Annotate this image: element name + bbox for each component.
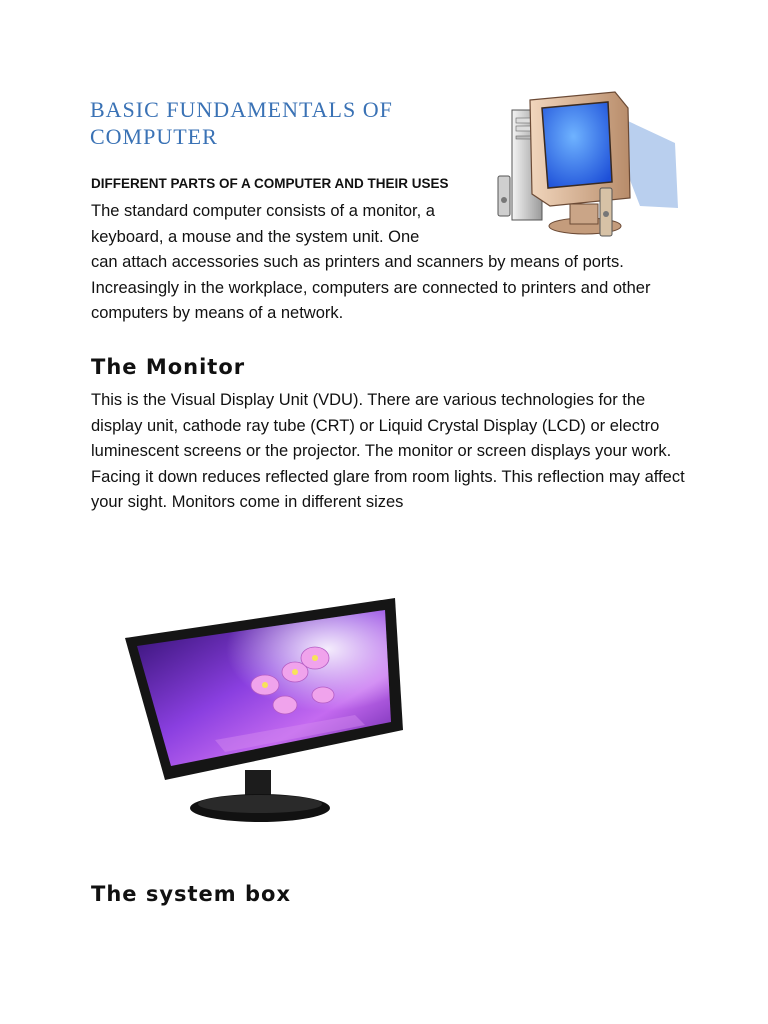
intro-paragraph-part1: The standard computer consists of a monitor, a keyboard, a mouse and the system unit. One <box>91 202 435 246</box>
crt-computer-illustration <box>490 88 685 243</box>
section-subheading: DIFFERENT PARTS OF A COMPUTER AND THEIR USES <box>91 176 449 191</box>
heading-the-monitor: The Monitor <box>91 355 246 379</box>
heading-the-system-box: The system box <box>91 882 291 906</box>
document-title: BASIC FUNDAMENTALS OF COMPUTER <box>90 97 393 149</box>
monitor-paragraph: This is the Visual Display Unit (VDU). There are various technologies for the display unit, cathode ray tube (CRT) or Liquid Crystal Display (LCD) or electro luminescent screens or the projector. The monitor or screen displays your work. Facing it down reduces reflected glare from room lights. This reflection may affect your sight. Monitors come in different sizes <box>91 391 685 511</box>
lcd-monitor-photo <box>95 590 430 850</box>
intro-paragraph-part2: can attach accessories such as printers and scanners by means of ports. Increasingly in the workplace, computers are connected to printers and other computers by means of a network. <box>91 253 651 322</box>
